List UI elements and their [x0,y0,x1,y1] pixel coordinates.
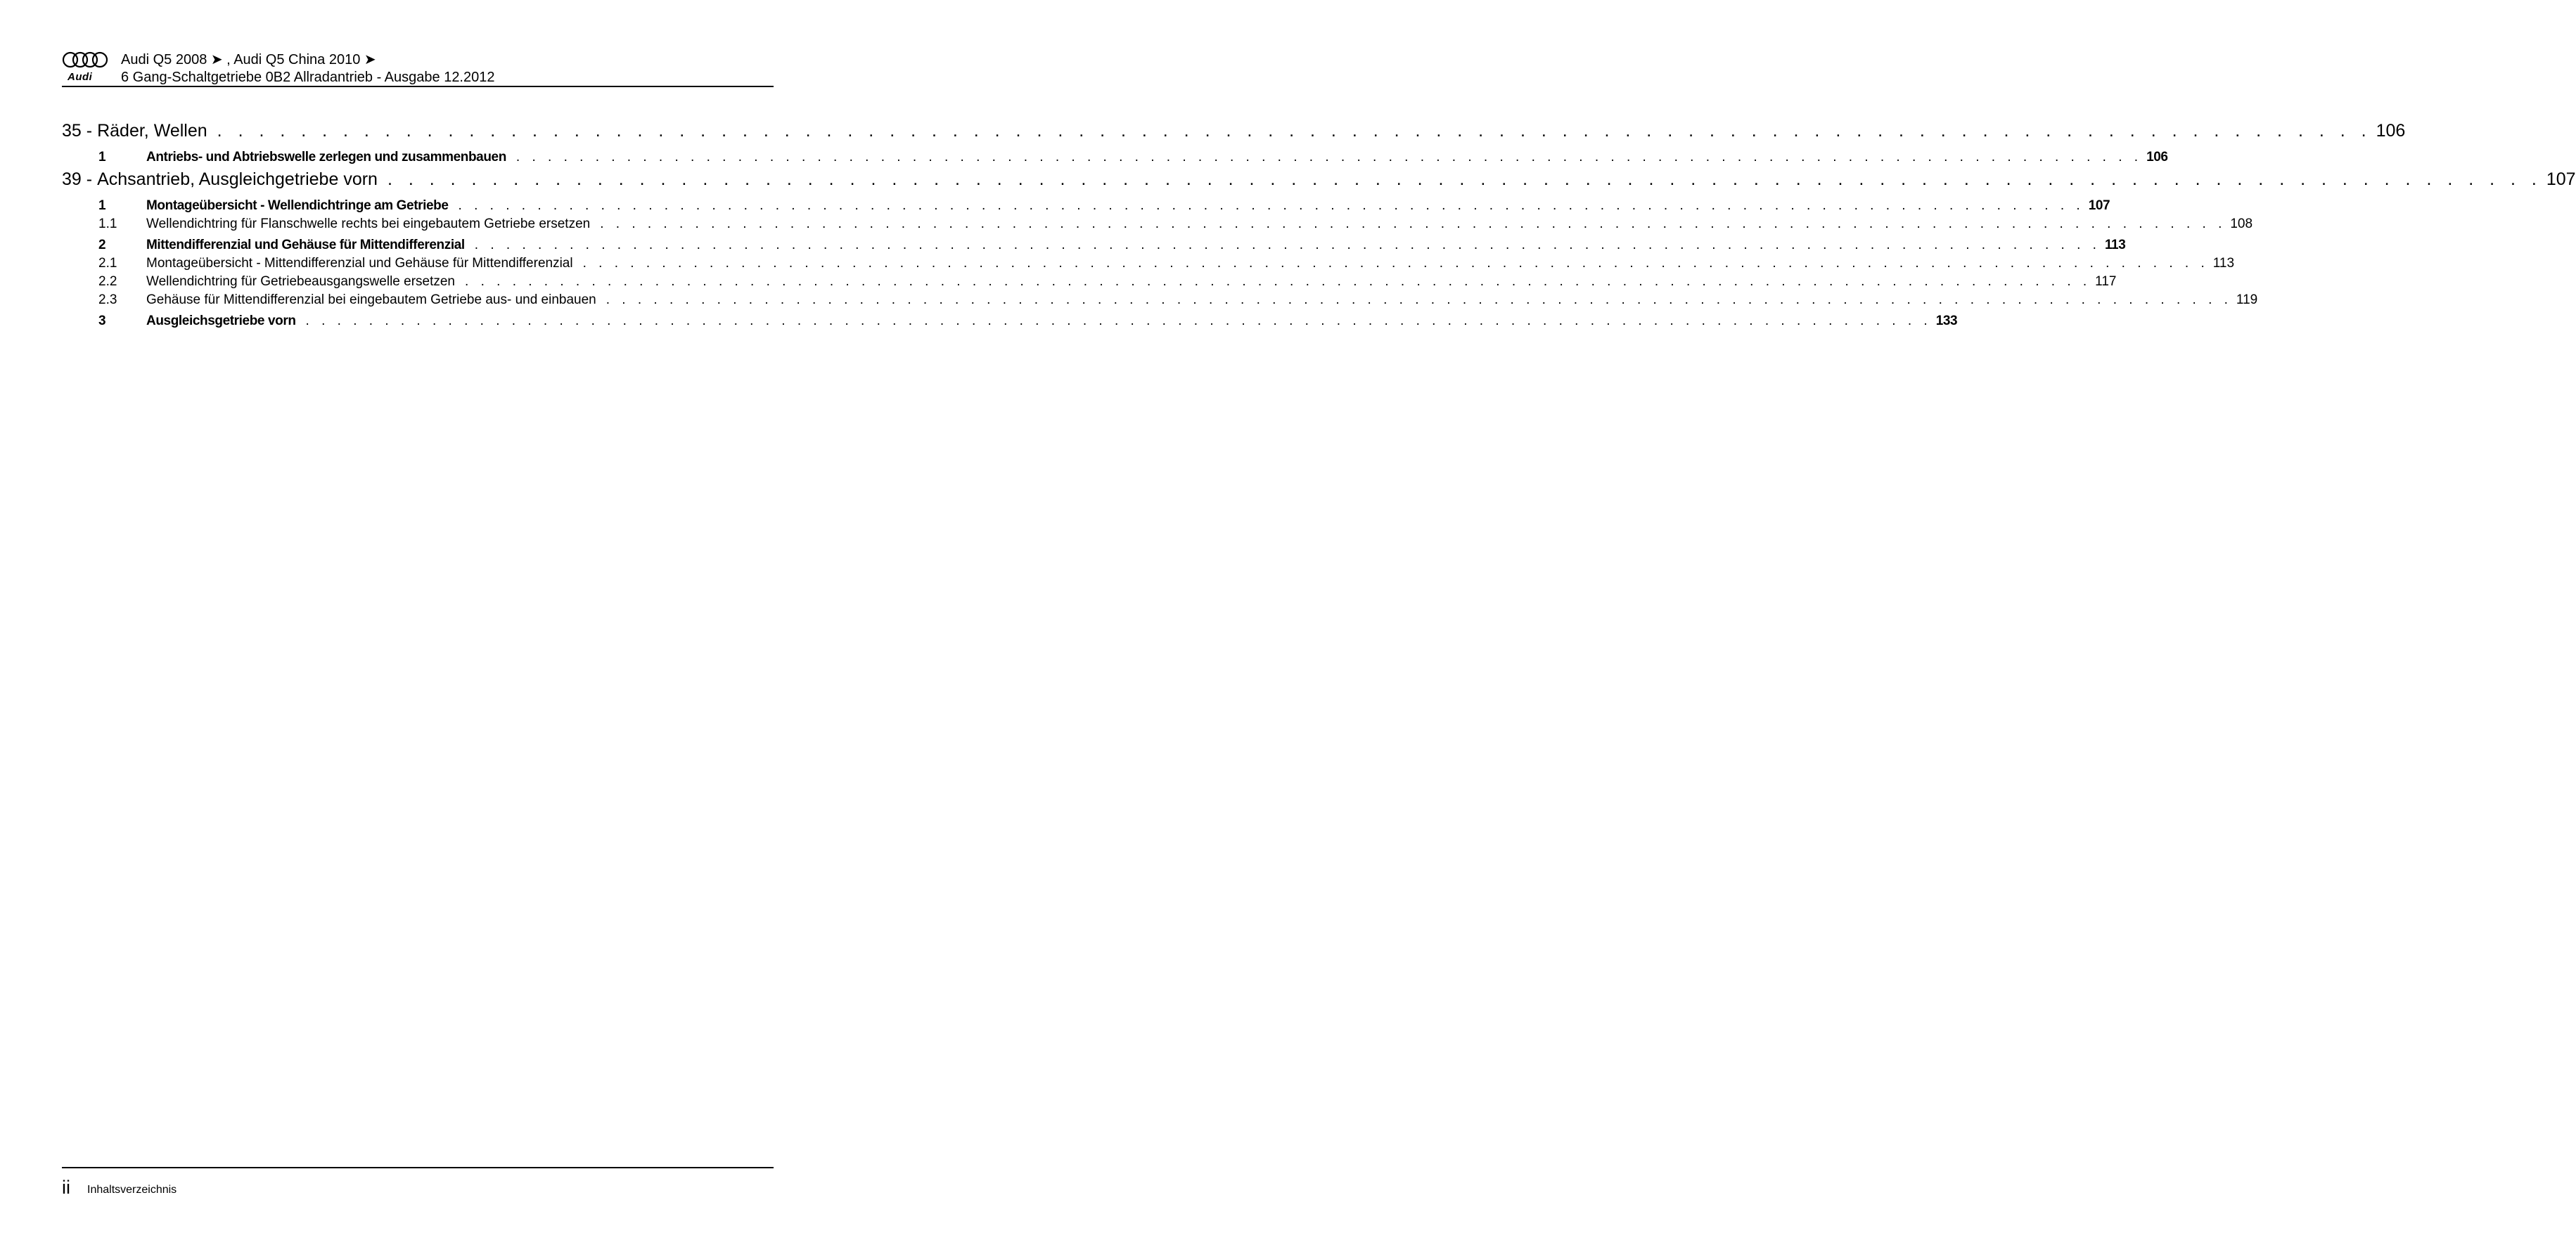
toc-number: 1 [98,150,106,164]
header-model-line: Audi Q5 2008 ➤ , Audi Q5 China 2010 ➤ [121,52,376,67]
toc-title: Montageübersicht - Wellendichtringe am Getriebe [146,198,449,213]
toc-page-number: 119 [2236,292,2258,307]
toc-number: 2.1 [98,256,117,271]
toc-number: 35 - [62,121,93,141]
toc-title: Montageübersicht - Mittendifferenzial und Gehäuse für Mittendifferenzial [146,256,573,271]
toc-leader-dots: . . . . . . . . . . . . . . . . . . . . . . . . . . . . . . . . . . . . . . . . . . . . . . . . . . . . . . . . . . . . . . . . . . . . . . . . . . . . . . . . . . . . . . . . . . . . . . . . . . . . . . . [515,150,2143,164]
toc-leader-dots: . . . . . . . . . . . . . . . . . . . . . . . . . . . . . . . . . . . . . . . . . . . . . . . . . . . . . . . . . . . . . . . . . . . . . . . . . . . . . . . . . . . . . . . . . . . . . . . . . . . . . . . [600,217,2226,231]
toc-leader-dots: . . . . . . . . . . . . . . . . . . . . . . . . . . . . . . . . . . . . . . . . . . . . . . . . . . . . . . . . . . . . . . . . . . . . . . . . . . . . . . . . . . . . . . . . . . . . . . . . . . . . . . . [458,198,2084,213]
toc-title: Wellendichtring für Flanschwelle rechts bei eingebautem Getriebe ersetzen [146,217,591,231]
toc-title: Achsantrieb, Ausgleichgetriebe vorn [97,169,378,189]
toc-entry-39-2[interactable] [62,238,2126,253]
toc-entry-39-2-3[interactable] [62,292,2258,308]
toc-page-number: 108 [2230,217,2253,231]
toc-leader-dots: . . . . . . . . . . . . . . . . . . . . . . . . . . . . . . . . . . . . . . . . . . . . . . . . . . . . . . . . . . . . . . . . . . . . . . . . . . . . . . . . . . . . . . . . . . . . . . . . . . . . . . . [465,274,2091,289]
toc-page-number: 113 [2104,238,2126,252]
toc-title: Antriebs- und Abtriebswelle zerlegen und zusammenbauen [146,150,506,164]
toc-chapter-35[interactable] [62,120,2406,141]
footer-page-number: ii [62,1177,70,1198]
toc-page-number: 113 [2212,256,2235,271]
toc-number: 2 [98,238,106,252]
toc-page-number: 133 [1935,314,1958,328]
toc-leader-dots: . . . . . . . . . . . . . . . . . . . . . . . . . . . . . . . . . . . . . . . . . . . . . . . . . . . . . . . . . . . . . . . . . . . . . . . . . . . . . . . . . . . . . . . . . . . . . . . . . . . . . . . [605,292,2232,307]
toc-leader-dots: . . . . . . . . . . . . . . . . . . . . . . . . . . . . . . . . . . . . . . . . . . . . . . . . . . . . . . . . . . . . . . . . . . . . . . . . . . . . . . . . . . . . . . . . . . . . . . . . . . . . . . . [305,314,1932,328]
toc-leader-dots: . . . . . . . . . . . . . . . . . . . . . . . . . . . . . . . . . . . . . . . . . . . . . . . . . . . . . . . . . . . . . . . . . . . . . . . . . . . . . . . . . . . . . . . . . . . . . . . . . . . . . . . [474,238,2101,252]
toc-title: Räder, Wellen [97,121,207,141]
toc-leader-dots: . . . . . . . . . . . . . . . . . . . . . . . . . . . . . . . . . . . . . . . . . . . . . . . . . . . . . . . . . . . . . . . . . . . . . . . . . . . . . . . . . . . . . . . . . . . . . . . . . . . . . . . [217,121,2372,141]
toc-number: 2.3 [98,292,117,307]
toc-page-number: 106 [2146,150,2168,164]
toc-number: 39 - [62,169,93,189]
header-divider [62,86,774,87]
toc-number: 2.2 [98,274,117,289]
footer-divider [62,1167,774,1168]
toc-page-number: 107 [2546,169,2576,189]
toc-title: Wellendichtring für Getriebeausgangswelle ersetzen [146,274,456,289]
toc-leader-dots: . . . . . . . . . . . . . . . . . . . . . . . . . . . . . . . . . . . . . . . . . . . . . . . . . . . . . . . . . . . . . . . . . . . . . . . . . . . . . . . . . . . . . . . . . . . . . . . . . . . . . . . [582,256,2209,271]
toc-entry-39-1[interactable] [62,198,2110,214]
toc-number: 3 [98,314,106,328]
toc-page-number: 106 [2376,121,2406,141]
toc-leader-dots: . . . . . . . . . . . . . . . . . . . . . . . . . . . . . . . . . . . . . . . . . . . . . . . . . . . . . . . . . . . . . . . . . . . . . . . . . . . . . . . . . . . . . . . . . . . . . . . . . . . . . . . [387,169,2542,189]
toc-entry-39-2-2[interactable] [62,274,2117,290]
toc-title: Ausgleichsgetriebe vorn [146,314,296,328]
footer-section-label: Inhaltsverzeichnis [87,1184,177,1196]
toc-entry-39-1-1[interactable] [62,217,2253,232]
toc-entry-35-1[interactable] [62,150,2168,165]
toc-page-number: 107 [2088,198,2110,213]
audi-rings-icon [62,51,108,70]
toc-chapter-39[interactable] [62,169,2576,190]
toc-number: 1 [98,198,106,213]
toc-page-number: 117 [2095,274,2117,289]
toc-entry-39-3[interactable] [62,314,1958,329]
toc-number: 1.1 [98,217,117,231]
audi-logo [62,51,108,82]
audi-wordmark: Audi [68,71,93,83]
page-header [62,49,774,87]
toc-title: Gehäuse für Mittendifferenzial bei eingebautem Getriebe aus- und einbauen [146,292,596,307]
toc-title: Mittendifferenzial und Gehäuse für Mittendifferenzial [146,238,465,252]
header-document-line: 6 Gang-Schaltgetriebe 0B2 Allradantrieb - Ausgabe 12.2012 [121,70,495,85]
toc-entry-39-2-1[interactable] [62,256,2235,271]
